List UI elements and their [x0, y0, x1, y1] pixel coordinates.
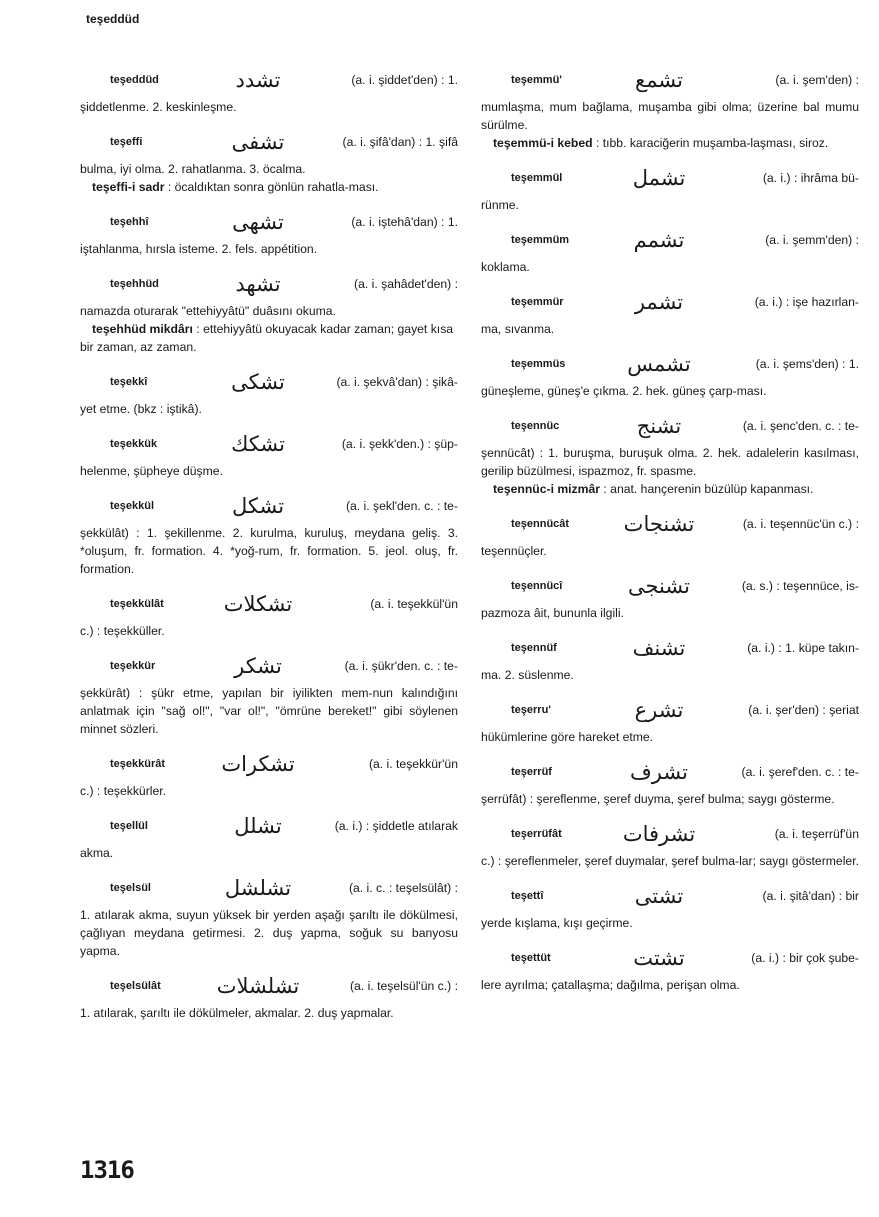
entry-head	[481, 284, 859, 320]
entry-head	[481, 346, 859, 382]
definition: teşennüçler.	[481, 544, 547, 558]
arabic-script: تشنف	[632, 636, 686, 660]
entry-head	[80, 648, 458, 684]
headword: teşemmür	[511, 296, 564, 308]
arabic-script: تشلشلات	[216, 974, 300, 998]
definition: c.) : şereflenmeler, şeref duymalar, şeref bulma-lar; saygı göstermeler.	[481, 854, 859, 868]
entry-head	[80, 426, 458, 462]
sub-definition: : anat. hançerenin büzülüp kapanması.	[600, 482, 814, 496]
headword: teşerrüf	[511, 766, 552, 778]
arabic-script: تشمم	[633, 228, 685, 252]
sub-entry	[481, 480, 859, 498]
arabic-script: تشرف	[630, 760, 688, 784]
headword: teşemmüs	[511, 358, 566, 370]
headword: teşelsülât	[110, 980, 161, 992]
headword: teşekkî	[110, 376, 148, 388]
dictionary-entry	[80, 204, 458, 266]
sub-entry	[80, 178, 458, 196]
sub-headword: teşennüc-i mizmâr	[493, 482, 601, 496]
arabic-script: تشلل	[234, 814, 282, 838]
headword: teşemmül	[511, 172, 563, 184]
running-header: teşeddüd	[86, 12, 140, 26]
headword: teşellül	[110, 820, 148, 832]
etymology: (a. i. şekk'den.) : şüp-	[341, 437, 458, 451]
etymology: (a. i. şemm'den) :	[765, 233, 859, 247]
arabic-script: تشكل	[231, 494, 285, 518]
arabic-script: تشكك	[231, 432, 285, 456]
etymology: (a. i. şekvâ'dan) : şikâ-	[336, 375, 458, 389]
entry-head	[481, 62, 859, 98]
sub-headword: teşehhüd mikdârı	[92, 322, 193, 336]
entry-head	[80, 968, 458, 1004]
arabic-script: تشفى	[231, 130, 285, 154]
dictionary-entry	[481, 692, 859, 754]
entry-head	[481, 630, 859, 666]
definition: güneşleme, güneş'e çıkma. 2. hek. güneş çarp-ması.	[481, 384, 767, 398]
arabic-script: تشنجى	[628, 574, 690, 598]
arabic-script: تشنجات	[623, 512, 695, 536]
etymology: (a. i. teşennüc'ün c.) :	[742, 517, 859, 531]
entry-head	[80, 870, 458, 906]
dictionary-entry	[481, 408, 859, 506]
dictionary-entry	[80, 266, 458, 364]
arabic-script: تشكى	[231, 370, 285, 394]
headword: teşerru'	[511, 704, 551, 716]
arabic-script: تشنج	[636, 414, 682, 438]
etymology: (a. i.) : bir çok şube-	[751, 951, 859, 965]
dictionary-entry	[481, 160, 859, 222]
dictionary-entry	[80, 808, 458, 870]
arabic-script: تشتت	[633, 946, 685, 970]
headword: teşeffi	[110, 136, 143, 148]
definition: pazmoza âit, bununla ilgili.	[481, 606, 624, 620]
etymology: (a. i. teşekkür'ün	[368, 757, 458, 771]
right-column	[481, 62, 859, 1002]
dictionary-entry	[481, 940, 859, 1002]
definition: yet etme. (bkz : iştikâ).	[80, 402, 202, 416]
definition: bulma, iyi olma. 2. rahatlanma. 3. öcalma.	[80, 162, 306, 176]
entry-head	[481, 940, 859, 976]
arabic-script: تشكلات	[223, 592, 293, 616]
arabic-script: تشرفات	[622, 822, 696, 846]
definition: şennücât) : 1. buruşma, buruşuk olma. 2. hek. adalelerin kasılması, gerilip büzülmesi, ispazmoz, fr. spasme.	[481, 446, 859, 478]
arabic-script: تشرع	[634, 698, 684, 722]
arabic-script: تشكر	[234, 654, 282, 678]
arabic-script: تشمل	[632, 166, 686, 190]
definition: hükümlerine göre hareket etme.	[481, 730, 654, 744]
etymology: (a. i.) : işe hazırlan-	[754, 295, 859, 309]
dictionary-entry	[481, 284, 859, 346]
etymology: (a. i. şer'den) : şeriat	[748, 703, 859, 717]
sub-headword: teşemmü-i kebed	[493, 136, 593, 150]
dictionary-entry	[481, 878, 859, 940]
dictionary-entry	[80, 648, 458, 746]
etymology: (a. i. c. : teşelsülât) :	[348, 881, 458, 895]
headword: teşennücât	[511, 518, 570, 530]
arabic-script: تشهى	[232, 210, 284, 234]
etymology: (a. i. şiddet'den) : 1.	[351, 73, 458, 87]
entry-head	[481, 754, 859, 790]
entry-head	[481, 506, 859, 542]
etymology: (a. i. şem'den) :	[775, 73, 859, 87]
headword: teşennüc	[511, 420, 560, 432]
etymology: (a. i. şekl'den. c. : te-	[345, 499, 458, 513]
entry-head	[481, 160, 859, 196]
arabic-script: تشمس	[627, 352, 691, 376]
arabic-script: تشمر	[634, 290, 684, 314]
entry-head	[481, 692, 859, 728]
arabic-script: تشكرات	[221, 752, 295, 776]
definition: iştahlanma, hırsla isteme. 2. fels. appétition.	[80, 242, 318, 256]
definition: c.) : teşekküller.	[80, 624, 165, 638]
entry-head	[80, 746, 458, 782]
headword: teşehhî	[110, 216, 149, 228]
arabic-script: تشهد	[235, 272, 281, 296]
etymology: (a. i.) : ihrâma bü-	[762, 171, 859, 185]
arabic-script: تشدد	[235, 68, 281, 92]
headword: teşekkük	[110, 438, 158, 450]
dictionary-entry	[481, 346, 859, 408]
dictionary-entry	[80, 746, 458, 808]
dictionary-entry	[481, 62, 859, 160]
entry-head	[481, 222, 859, 258]
etymology: (a. i. iştehâ'dan) : 1.	[351, 215, 458, 229]
sub-headword: teşeffi-i sadr	[92, 180, 165, 194]
arabic-script: تشتى	[634, 884, 684, 908]
headword: teşekkürât	[110, 758, 166, 770]
definition: şekkürât) : şükr etme, yapılan bir iyilikten mem-nun kalındığını anlatmak için "sağ ol!", "var ol!", "ömrüne bereket!" gibi söylenen minnet sözleri.	[80, 686, 458, 736]
etymology: (a. i.) : şiddetle atılarak	[334, 819, 458, 833]
definition: şerrüfât) : şereflenme, şeref duyma, şeref bulma; saygı gösterme.	[481, 792, 835, 806]
definition: namazda oturarak "ettehiyyâtü" duâsını okuma.	[80, 304, 336, 318]
etymology: (a. s.) : teşennüce, is-	[741, 579, 859, 593]
dictionary-entry	[481, 754, 859, 816]
entry-head	[481, 408, 859, 444]
sub-entry	[80, 320, 458, 356]
etymology: (a. i. şeref'den. c. : te-	[741, 765, 859, 779]
dictionary-entry	[481, 630, 859, 692]
headword: teşettüt	[511, 952, 551, 964]
etymology: (a. i. şenc'den. c. : te-	[742, 419, 859, 433]
etymology: (a. i. teşelsül'ün c.) :	[350, 979, 458, 993]
dictionary-entry	[80, 62, 458, 124]
entry-head	[481, 568, 859, 604]
etymology: (a. i. teşekkül'ün	[370, 597, 458, 611]
dictionary-entry	[481, 222, 859, 284]
headword: teşennücî	[511, 580, 563, 592]
headword: teşekkül	[110, 500, 155, 512]
headword: teşekkülât	[110, 598, 164, 610]
definition: mumlaşma, mum bağlama, muşamba gibi olma; üzerine bal mumu sürülme.	[481, 100, 859, 132]
entry-head	[80, 808, 458, 844]
etymology: (a. i. şitâ'dan) : bir	[762, 889, 859, 903]
entry-head	[80, 586, 458, 622]
entry-head	[80, 124, 458, 160]
definition: koklama.	[481, 260, 530, 274]
sub-definition: : tıbb. karaciğerin muşamba-laşması, siroz.	[592, 136, 829, 150]
definition: şekkülât) : 1. şekillenme. 2. kurulma, kuruluş, meydana geliş. 3. *oluşum, fr. formation. 4. *yoğ-rum, fr. formation. 5. jeol. oluş, fr. formation.	[80, 526, 458, 576]
headword: teşelsül	[110, 882, 151, 894]
definition: 1. atılarak, şarıltı ile dökülmeler, akmalar. 2. duş yapmalar.	[80, 1006, 394, 1020]
dictionary-entry	[80, 488, 458, 586]
definition: 1. atılarak akma, suyun yüksek bir yerden aşağı şarıltı ile dökülmesi, çağlıyan meydana getirmesi. 2. duş yapma, soğuk su banyosu yapma.	[80, 908, 458, 958]
dictionary-entry	[481, 568, 859, 630]
sub-definition: : öcaldıktan sonra gönlün rahatla-ması.	[164, 180, 379, 194]
headword: teşettî	[511, 890, 544, 902]
entry-head	[80, 488, 458, 524]
headword: teşekkür	[110, 660, 156, 672]
dictionary-entry	[80, 870, 458, 968]
entry-head	[481, 816, 859, 852]
dictionary-entry	[80, 586, 458, 648]
page-number: 1316	[80, 1156, 134, 1184]
definition: ma, sıvanma.	[481, 322, 555, 336]
entry-head	[481, 878, 859, 914]
headword: teşerrüfât	[511, 828, 562, 840]
definition: rünme.	[481, 198, 519, 212]
dictionary-entry	[481, 506, 859, 568]
dictionary-entry	[481, 816, 859, 878]
definition: helenme, şüpheye düşme.	[80, 464, 223, 478]
left-column	[80, 62, 458, 1030]
entry-head	[80, 364, 458, 400]
etymology: (a. i. şifâ'dan) : 1. şifâ	[342, 135, 458, 149]
etymology: (a. i.) : 1. küpe takın-	[747, 641, 859, 655]
dictionary-entry	[80, 124, 458, 204]
headword: teşemmüm	[511, 234, 570, 246]
definition: akma.	[80, 846, 114, 860]
etymology: (a. i. şükr'den. c. : te-	[344, 659, 458, 673]
etymology: (a. i. teşerrüf'ün	[774, 827, 859, 841]
definition: yerde kışlama, kışı geçirme.	[481, 916, 633, 930]
sub-definition: : ettehiyyâtü okuyacak kadar zaman; gayet kısa bir zaman, az zaman.	[80, 322, 454, 354]
arabic-script: تشلشل	[224, 876, 292, 900]
entry-head	[80, 266, 458, 302]
definition: şiddetlenme. 2. keskinleşme.	[80, 100, 237, 114]
headword: teşehhüd	[110, 278, 159, 290]
dictionary-entry	[80, 968, 458, 1030]
headword: teşemmü'	[511, 74, 562, 86]
arabic-script: تشمع	[635, 68, 683, 92]
dictionary-entry	[80, 364, 458, 426]
definition: c.) : teşekkürler.	[80, 784, 167, 798]
headword: teşeddüd	[110, 74, 159, 86]
etymology: (a. i. şems'den) : 1.	[755, 357, 859, 371]
sub-entry	[481, 134, 859, 152]
dictionary-entry	[80, 426, 458, 488]
etymology: (a. i. şahâdet'den) :	[354, 277, 458, 291]
headword: teşennüf	[511, 642, 557, 654]
entry-head	[80, 62, 458, 98]
definition: lere ayrılma; çatallaşma; dağılma, perişan olma.	[481, 978, 740, 992]
definition: ma. 2. süslenme.	[481, 668, 574, 682]
entry-head	[80, 204, 458, 240]
